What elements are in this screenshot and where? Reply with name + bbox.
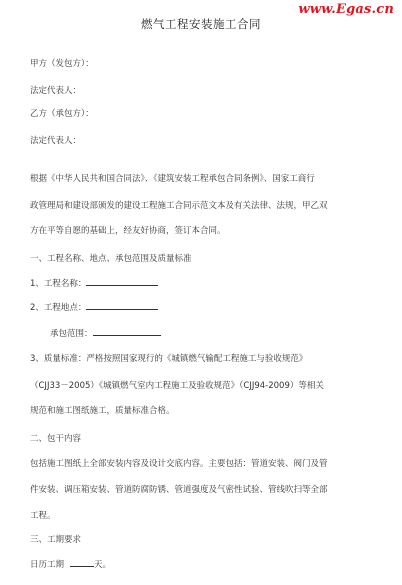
preamble-line-3: 方在平等自愿的基础上，经友好协商，签订本合同。 [30, 226, 226, 236]
project-location-row [30, 301, 158, 313]
section1-heading: 一、工程名称、地点、承包范围及质量标准 [30, 254, 192, 264]
section3-heading: 三、工期要求 [30, 535, 82, 545]
duration-blank [70, 558, 94, 567]
scope-content-line-1: 包括施工图纸上全部安装内容及设计交底内容。主要包括：管道安装、阀门及管 [30, 459, 328, 469]
scope-label: 承包范围： [50, 329, 93, 339]
scope-blank [93, 327, 161, 336]
preamble-line-1: 根据《中华人民共和国合同法》、《建筑安装工程承包合同条例》、国家工商行 [30, 174, 315, 184]
project-location-blank [86, 301, 158, 310]
document-title: 燃气工程安装施工合同 [141, 17, 261, 31]
party-a-rep-label: 法定代表人： [30, 86, 82, 96]
quality-line-1: 3、质量标准：严格按照国家现行的《城镇燃气输配工程施工与验收规范》 [30, 354, 308, 364]
scope-row [50, 327, 161, 339]
project-location-label: 2、工程地点： [30, 303, 87, 313]
party-a-label: 甲方（发包方）： [30, 59, 94, 69]
site-watermark: www.Egas.cn [298, 2, 394, 17]
scope-content-line-2: 件安装、调压箱安装、管道防腐防锈、管道强度及气密性试验、管线吹扫等全部 [30, 485, 328, 495]
quality-line-3: 规范和施工图纸施工，质量标准合格。 [30, 406, 175, 416]
duration-unit: 天。 [94, 560, 112, 570]
quality-line-2: （CJJ33－2005）《城镇燃气室内工程施工及验收规范》（CJJ94-2009）等相关 [30, 381, 324, 391]
preamble-line-2: 政管理局和建设部颁发的建设工程施工合同示范文本及有关法律、法规，甲乙双 [30, 201, 328, 211]
scope-content-line-3: 工程。 [30, 511, 56, 521]
party-b-rep-label: 法定代表人： [30, 136, 82, 146]
section2-heading: 二、包干内容 [30, 434, 82, 444]
duration-row [30, 558, 111, 570]
project-name-row [30, 277, 158, 289]
project-name-label: 1、工程名称： [30, 279, 87, 289]
duration-label: 日历工期 [30, 560, 65, 570]
project-name-blank [86, 277, 158, 286]
party-b-label: 乙方（承包方）： [30, 109, 94, 119]
